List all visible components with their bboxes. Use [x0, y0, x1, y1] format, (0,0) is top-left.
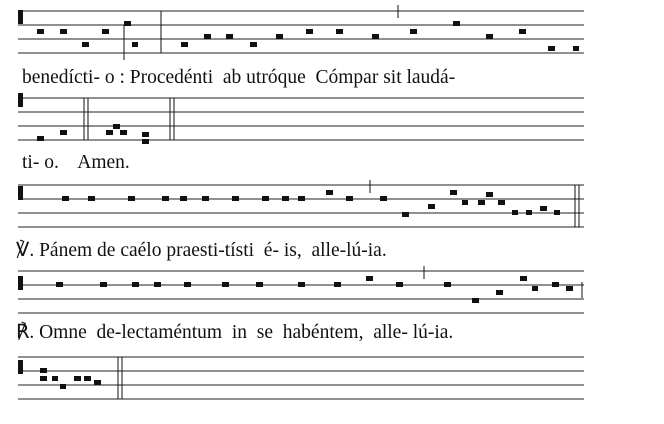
staff-system-4	[18, 266, 584, 313]
neumes	[37, 124, 149, 144]
clef-icon	[18, 186, 23, 200]
lyrics-line-1: benedícti- o : Procedénti ab utróque Cómpar sit laudá-	[22, 67, 456, 88]
lyrics-line-4: ℟. Omne de-lectaméntum in se habéntem, alle- lú-ia.	[16, 322, 454, 343]
staff-system-2	[18, 93, 584, 144]
staff-system-5	[18, 357, 584, 399]
clef-icon	[18, 360, 23, 374]
staff-system-3	[18, 180, 584, 227]
clef-icon	[18, 276, 23, 290]
clef-icon	[18, 10, 23, 24]
clef-icon	[18, 93, 23, 107]
staff-system-1	[18, 5, 584, 60]
lyrics-line-3: ℣. Pánem de caélo praesti-tísti é- is, alle-lú-ia.	[16, 240, 387, 261]
lyrics-line-2: ti- o. Amen.	[22, 152, 130, 173]
